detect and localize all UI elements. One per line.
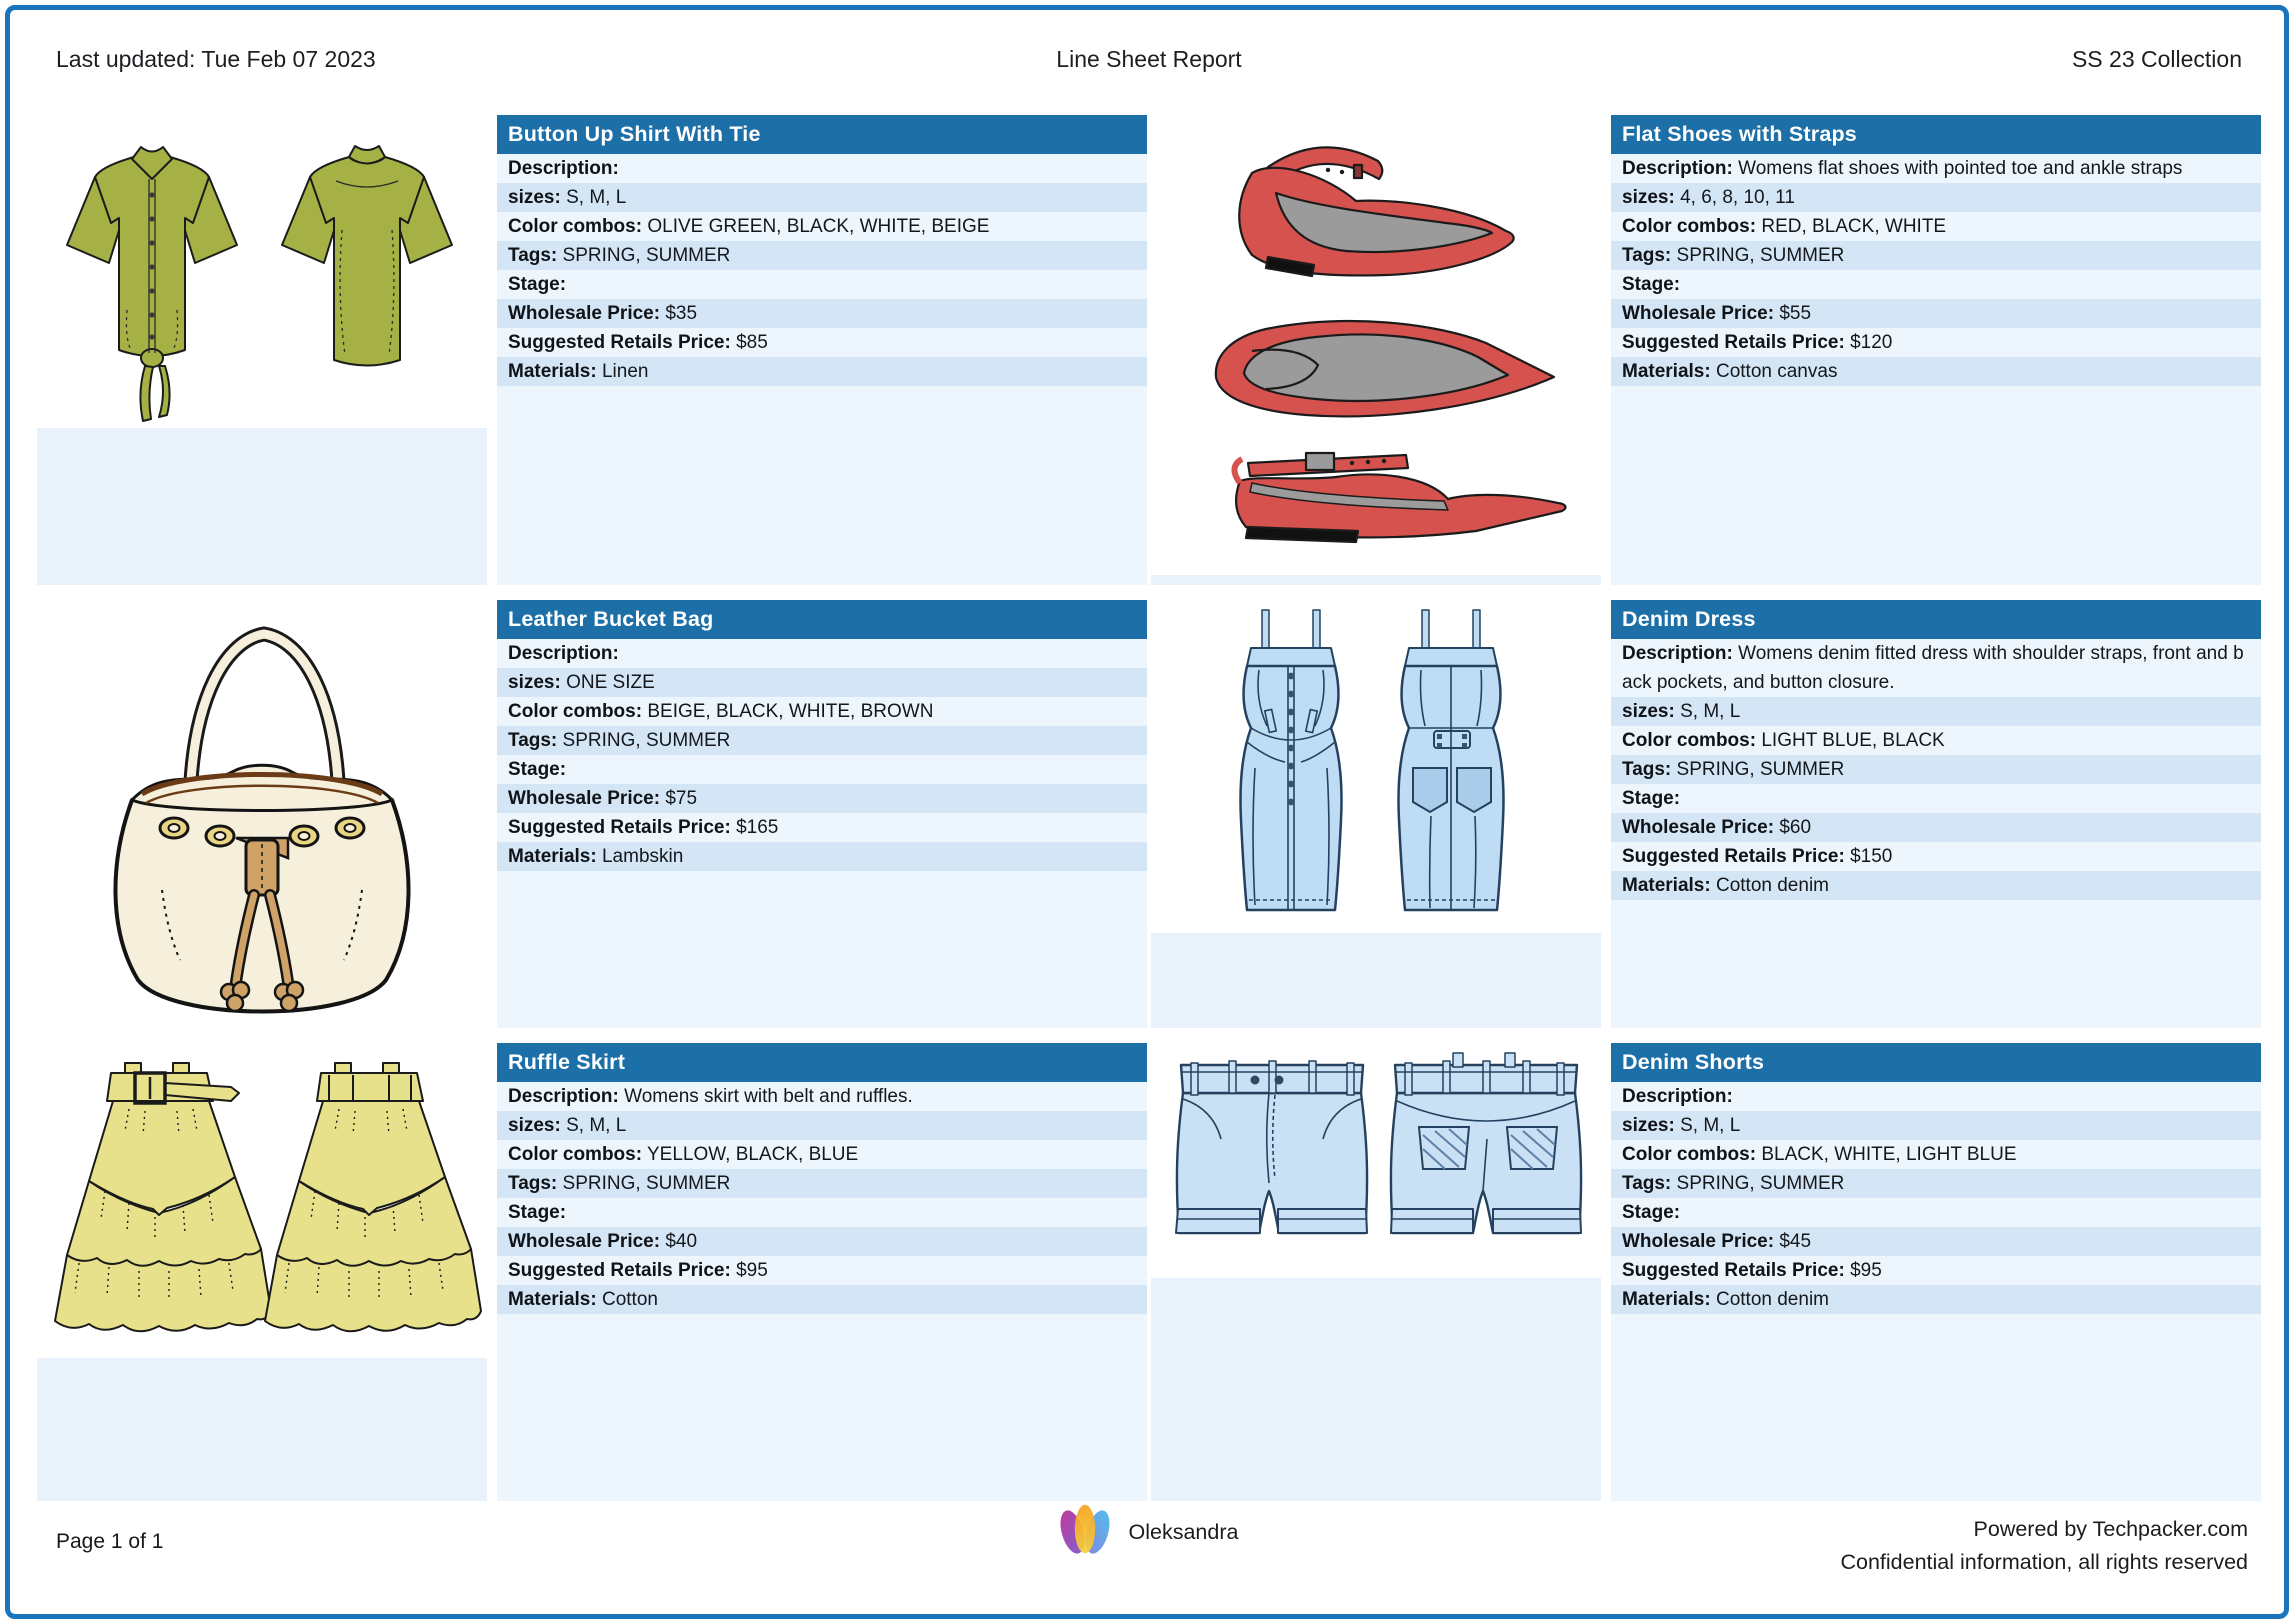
spec-value: Lambskin — [601, 846, 684, 867]
spec-value: RED, BLACK, WHITE — [1761, 216, 1947, 237]
product-spec-table — [497, 1043, 1147, 1501]
spec-row-color-combos — [1611, 726, 2261, 755]
spec-value: SPRING, SUMMER — [562, 245, 731, 266]
spec-label: Description: — [1622, 158, 1733, 179]
spec-row-tags — [1611, 1169, 2261, 1198]
spec-row-stage — [497, 1198, 1147, 1227]
spec-row-materials — [497, 357, 1147, 386]
ruffle-skirt-illustration — [37, 1043, 487, 1358]
spec-label: Stage: — [1622, 1202, 1681, 1223]
spec-row-stage — [1611, 270, 2261, 299]
spec-value: Womens denim fitted dress with shoulder straps, front and back pockets, and button closure. — [1622, 643, 2244, 693]
product-spec-table — [1611, 115, 2261, 585]
spec-label: Suggested Retails Price: — [1622, 332, 1845, 353]
product-card-skirt — [37, 1043, 1147, 1501]
spec-label: Suggested Retails Price: — [508, 817, 731, 838]
spec-row-color-combos — [1611, 212, 2261, 241]
spec-label: Color combos: — [1622, 216, 1757, 237]
spec-value: $45 — [1779, 1231, 1812, 1252]
spec-value: SPRING, SUMMER — [1676, 245, 1845, 266]
spec-row-tags — [1611, 755, 2261, 784]
spec-label: Description: — [508, 158, 619, 179]
product-spec-table — [497, 115, 1147, 585]
spec-value: ONE SIZE — [566, 672, 655, 693]
spec-label: Description: — [1622, 1086, 1733, 1107]
spec-label: Suggested Retails Price: — [1622, 846, 1845, 867]
product-card-dress — [1151, 600, 2261, 1028]
spec-row-color-combos — [497, 697, 1147, 726]
spec-label: Wholesale Price: — [1622, 817, 1775, 838]
spec-value: $40 — [665, 1231, 698, 1252]
spec-row-materials — [1611, 1285, 2261, 1314]
confidential-text: Confidential information, all rights reserved — [1840, 1550, 2248, 1574]
spec-label: Wholesale Price: — [508, 303, 661, 324]
denim-dress-illustration — [1151, 600, 1601, 933]
spec-row-retail — [497, 813, 1147, 842]
product-image-cell — [37, 115, 487, 585]
spec-label: Stage: — [508, 274, 567, 295]
spec-value: 4, 6, 8, 10, 11 — [1680, 187, 1795, 208]
spec-label: Stage: — [508, 759, 567, 780]
spec-row-description — [1611, 1082, 2261, 1111]
report-title: Line Sheet Report — [1056, 46, 1242, 72]
spec-value: Cotton — [601, 1289, 658, 1310]
spec-row-color-combos — [1611, 1140, 2261, 1169]
spec-value: $35 — [665, 303, 698, 324]
spec-label: Wholesale Price: — [508, 1231, 661, 1252]
spec-row-sizes — [497, 1111, 1147, 1140]
spec-row-wholesale — [497, 1227, 1147, 1256]
spec-row-tags — [497, 726, 1147, 755]
spec-row-materials — [497, 842, 1147, 871]
spec-label: Materials: — [508, 1289, 597, 1310]
brand-name: Oleksandra — [1128, 1519, 1239, 1544]
powered-by-text: Powered by Techpacker.com — [1973, 1517, 2248, 1541]
spec-row-tags — [1611, 241, 2261, 270]
product-image-cell — [1151, 600, 1601, 1028]
spec-label: Suggested Retails Price: — [1622, 1260, 1845, 1281]
spec-label: sizes: — [1622, 701, 1675, 722]
spec-row-materials — [1611, 357, 2261, 386]
spec-row-color-combos — [497, 212, 1147, 241]
spec-row-retail — [1611, 1256, 2261, 1285]
spec-label: Stage: — [508, 1202, 567, 1223]
spec-value: $95 — [1850, 1260, 1882, 1281]
spec-value: YELLOW, BLACK, BLUE — [647, 1144, 859, 1165]
spec-row-wholesale — [497, 299, 1147, 328]
spec-value: Womens flat shoes with pointed toe and ankle straps — [1738, 158, 2183, 179]
spec-row-materials — [1611, 871, 2261, 900]
spec-label: Color combos: — [1622, 730, 1757, 751]
spec-label: Description: — [508, 1086, 619, 1107]
spec-label: Tags: — [1622, 245, 1672, 266]
spec-label: Tags: — [508, 245, 558, 266]
spec-value: BLACK, WHITE, LIGHT BLUE — [1761, 1144, 2017, 1165]
bucket-bag-illustration — [37, 600, 487, 1028]
spec-label: Wholesale Price: — [1622, 303, 1775, 324]
spec-label: Tags: — [1622, 1173, 1672, 1194]
product-card-shorts — [1151, 1043, 2261, 1501]
spec-label: Suggested Retails Price: — [508, 332, 731, 353]
product-card-shoes — [1151, 115, 2261, 585]
spec-value: Cotton denim — [1715, 875, 1829, 896]
spec-label: Tags: — [1622, 759, 1672, 780]
spec-row-stage — [1611, 784, 2261, 813]
spec-row-stage — [497, 270, 1147, 299]
spec-row-wholesale — [1611, 813, 2261, 842]
spec-row-sizes — [1611, 697, 2261, 726]
spec-value: BEIGE, BLACK, WHITE, BROWN — [647, 701, 934, 722]
legal-footer — [1840, 1513, 2248, 1579]
product-card-shirt — [37, 115, 1147, 585]
product-spec-table — [497, 600, 1147, 1028]
denim-shorts-illustration — [1151, 1043, 1601, 1278]
spec-value: Linen — [601, 361, 649, 382]
spec-value: $75 — [665, 788, 698, 809]
spec-label: Materials: — [1622, 1289, 1711, 1310]
spec-row-stage — [1611, 1198, 2261, 1227]
spec-label: Wholesale Price: — [508, 788, 661, 809]
spec-row-tags — [497, 241, 1147, 270]
spec-value: S, M, L — [566, 187, 627, 208]
spec-label: sizes: — [508, 1115, 561, 1136]
spec-label: sizes: — [1622, 1115, 1675, 1136]
collection-name: SS 23 Collection — [2071, 46, 2242, 72]
spec-label: Color combos: — [1622, 1144, 1757, 1165]
spec-row-retail — [497, 1256, 1147, 1285]
spec-label: Stage: — [1622, 274, 1681, 295]
spec-value: LIGHT BLUE, BLACK — [1761, 730, 1945, 751]
spec-value: $165 — [736, 817, 779, 838]
spec-row-description — [1611, 639, 2261, 697]
spec-value: $85 — [736, 332, 768, 353]
shirt-illustration — [37, 115, 487, 428]
last-updated: Last updated: Tue Feb 07 2023 — [56, 46, 376, 72]
spec-row-sizes — [497, 183, 1147, 212]
spec-label: Color combos: — [508, 701, 643, 722]
product-title: Ruffle Skirt — [497, 1043, 1147, 1082]
spec-label: sizes: — [508, 187, 561, 208]
spec-value: $55 — [1779, 303, 1812, 324]
spec-row-description — [1611, 154, 2261, 183]
spec-value: S, M, L — [566, 1115, 627, 1136]
spec-row-sizes — [497, 668, 1147, 697]
spec-value: OLIVE GREEN, BLACK, WHITE, BEIGE — [647, 216, 990, 237]
product-image-cell — [1151, 1043, 1601, 1501]
report-header — [56, 46, 2242, 76]
product-image-cell — [37, 600, 487, 1028]
spec-value: SPRING, SUMMER — [1676, 759, 1845, 780]
spec-label: Tags: — [508, 730, 558, 751]
product-grid — [37, 115, 2261, 1501]
spec-value: SPRING, SUMMER — [1676, 1173, 1845, 1194]
spec-row-sizes — [1611, 1111, 2261, 1140]
spec-row-description — [497, 639, 1147, 668]
spec-value: S, M, L — [1680, 1115, 1741, 1136]
spec-row-description — [497, 1082, 1147, 1111]
spec-row-stage — [497, 755, 1147, 784]
spec-value: Cotton canvas — [1715, 361, 1838, 382]
product-spec-table — [1611, 1043, 2261, 1501]
flat-shoes-illustration — [1151, 115, 1601, 575]
spec-row-wholesale — [1611, 299, 2261, 328]
spec-label: sizes: — [1622, 187, 1675, 208]
product-title: Flat Shoes with Straps — [1611, 115, 2261, 154]
spec-row-retail — [497, 328, 1147, 357]
spec-row-retail — [1611, 842, 2261, 871]
spec-value: $60 — [1779, 817, 1812, 838]
spec-label: Description: — [508, 643, 619, 664]
spec-label: Color combos: — [508, 1144, 643, 1165]
spec-label: Tags: — [508, 1173, 558, 1194]
spec-value: SPRING, SUMMER — [562, 1173, 731, 1194]
spec-row-color-combos — [497, 1140, 1147, 1169]
spec-row-wholesale — [497, 784, 1147, 813]
spec-label: Suggested Retails Price: — [508, 1260, 731, 1281]
spec-row-retail — [1611, 328, 2261, 357]
page-number: Page 1 of 1 — [56, 1530, 164, 1553]
spec-value: $120 — [1850, 332, 1893, 353]
spec-row-tags — [497, 1169, 1147, 1198]
spec-label: Wholesale Price: — [1622, 1231, 1775, 1252]
spec-label: Stage: — [1622, 788, 1681, 809]
spec-label: Description: — [1622, 643, 1733, 664]
product-spec-table — [1611, 600, 2261, 1028]
spec-label: Materials: — [1622, 875, 1711, 896]
spec-value: SPRING, SUMMER — [562, 730, 731, 751]
spec-row-description — [497, 154, 1147, 183]
techpacker-logo-icon — [1056, 1500, 1114, 1564]
spec-row-wholesale — [1611, 1227, 2261, 1256]
spec-label: Color combos: — [508, 216, 643, 237]
spec-value: $95 — [736, 1260, 768, 1281]
spec-label: Materials: — [508, 846, 597, 867]
product-image-cell — [37, 1043, 487, 1501]
spec-label: Materials: — [508, 361, 597, 382]
product-title: Denim Shorts — [1611, 1043, 2261, 1082]
product-title: Leather Bucket Bag — [497, 600, 1147, 639]
spec-label: sizes: — [508, 672, 561, 693]
product-card-bag — [37, 600, 1147, 1028]
spec-value: $150 — [1850, 846, 1893, 867]
product-title: Denim Dress — [1611, 600, 2261, 639]
product-image-cell — [1151, 115, 1601, 585]
product-title: Button Up Shirt With Tie — [497, 115, 1147, 154]
spec-value: S, M, L — [1680, 701, 1741, 722]
spec-value: Cotton denim — [1715, 1289, 1829, 1310]
spec-row-materials — [497, 1285, 1147, 1314]
spec-value: Womens skirt with belt and ruffles. — [624, 1086, 913, 1107]
spec-row-sizes — [1611, 183, 2261, 212]
spec-label: Materials: — [1622, 361, 1711, 382]
